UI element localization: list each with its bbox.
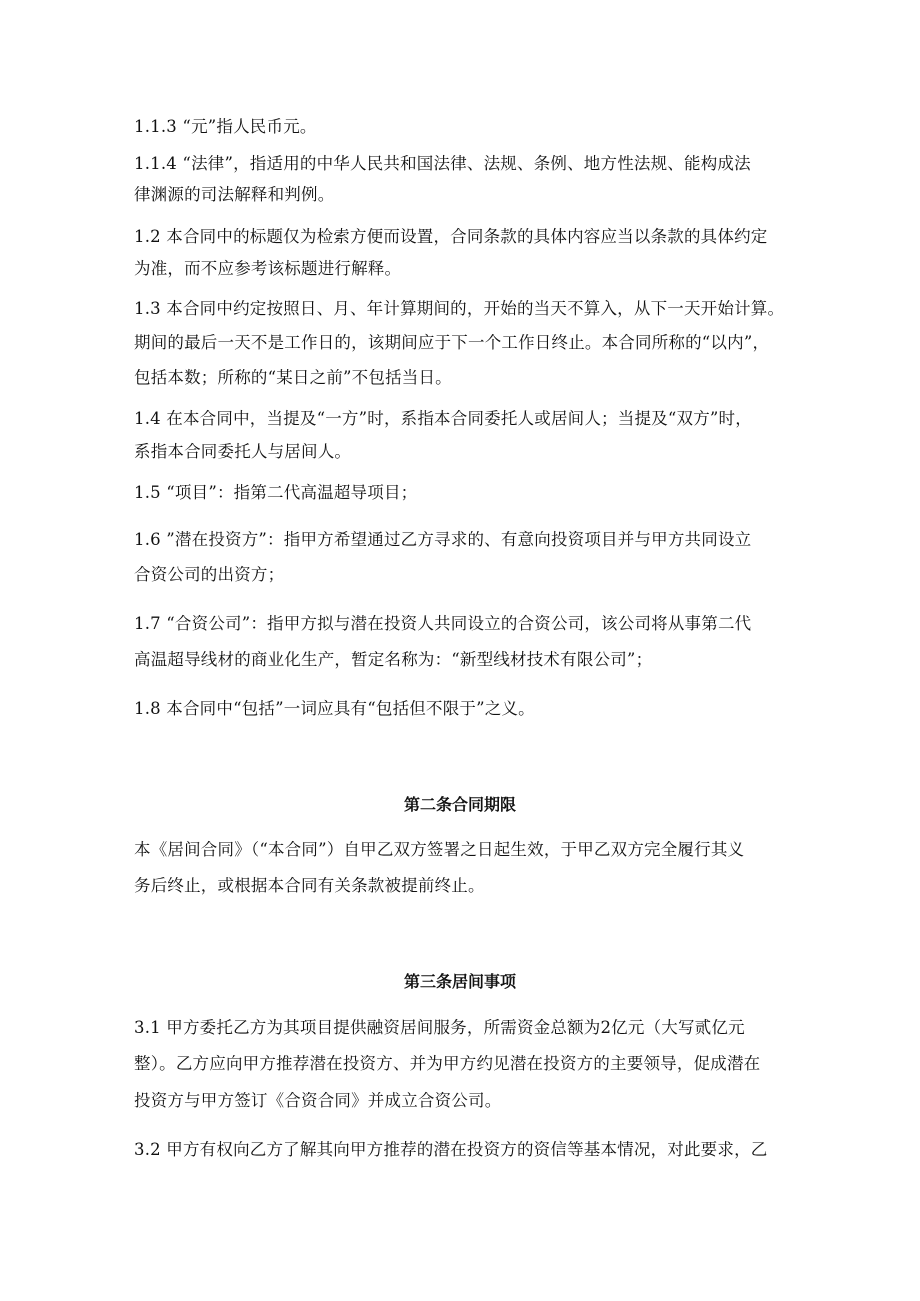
clause-1-4-line-1: 1.4 在本合同中，当提及“一方”时，系指本合同委托人或居间人；当提及“双方”时， xyxy=(134,409,752,428)
clause-3-1-line-1: 3.1 甲方委托乙方为其项目提供融资居间服务，所需资金总额为2亿元（大写贰亿元 xyxy=(134,1018,745,1037)
clause-3-1-line-2: 整）。乙方应向甲方推荐潜在投资方、并为甲方约见潜在投资方的主要领导，促成潜在 xyxy=(134,1054,761,1073)
clause-3-2-line-1: 3.2 甲方有权向乙方了解其向甲方推荐的潜在投资方的资信等基本情况，对此要求，乙 xyxy=(134,1140,768,1159)
clause-3-1-line-3: 投资方与甲方签订《合资合同》并成立合资公司。 xyxy=(134,1091,502,1110)
clause-1-3-line-2: 期间的最后一天不是工作日的，该期间应于下一个工作日终止。本合同所称的“以内”， xyxy=(134,333,770,352)
article-2-heading: 第二条合同期限 xyxy=(403,795,516,814)
clause-1-4-line-2: 系指本合同委托人与居间人。 xyxy=(134,442,352,461)
clause-1-3-line-1: 1.3 本合同中约定按照日、月、年计算期间的，开始的当天不算入，从下一天开始计算。 xyxy=(134,299,785,318)
clause-1-5: 1.5 “项目”：指第二代高温超导项目； xyxy=(134,483,418,502)
clause-1-2-line-1: 1.2 本合同中的标题仅为检索方便而设置，合同条款的具体内容应当以条款的具体约定 xyxy=(134,227,768,246)
clause-1-8: 1.8 本合同中“包括”一词应具有“包括但不限于”之义。 xyxy=(134,699,535,718)
clause-1-7-line-1: 1.7 “合资公司”：指甲方拟与潜在投资人共同设立的合资公司，该公司将从事第二代 xyxy=(134,614,752,633)
clause-1-1-4-line-1: 1.1.4 “法律”，指适用的中华人民共和国法律、法规、条例、地方性法规、能构成法 xyxy=(134,154,751,173)
article-3-heading: 第三条居间事项 xyxy=(403,972,516,991)
clause-1-2-line-2: 为准，而不应参考该标题进行解释。 xyxy=(134,259,402,278)
article-2-body-line-2: 务后终止，或根据本合同有关条款被提前终止。 xyxy=(134,876,485,895)
clause-1-1-3: 1.1.3 “元”指人民币元。 xyxy=(134,117,317,136)
clause-1-7-line-2: 高温超导线材的商业化生产，暂定名称为：“新型线材技术有限公司”； xyxy=(134,650,653,669)
clause-1-6-line-1: 1.6 ”潜在投资方”：指甲方希望通过乙方寻求的、有意向投资项目并与甲方共同设立 xyxy=(134,530,752,549)
clause-1-1-4-line-2: 律渊源的司法解释和判例。 xyxy=(134,185,335,204)
clause-1-3-line-3: 包括本数；所称的“某日之前”不包括当日。 xyxy=(134,368,452,387)
clause-1-6-line-2: 合资公司的出资方； xyxy=(134,565,285,584)
article-2-body-line-1: 本《居间合同》（“本合同”）自甲乙双方签署之日起生效，于甲乙双方完全履行其义 xyxy=(134,840,745,859)
